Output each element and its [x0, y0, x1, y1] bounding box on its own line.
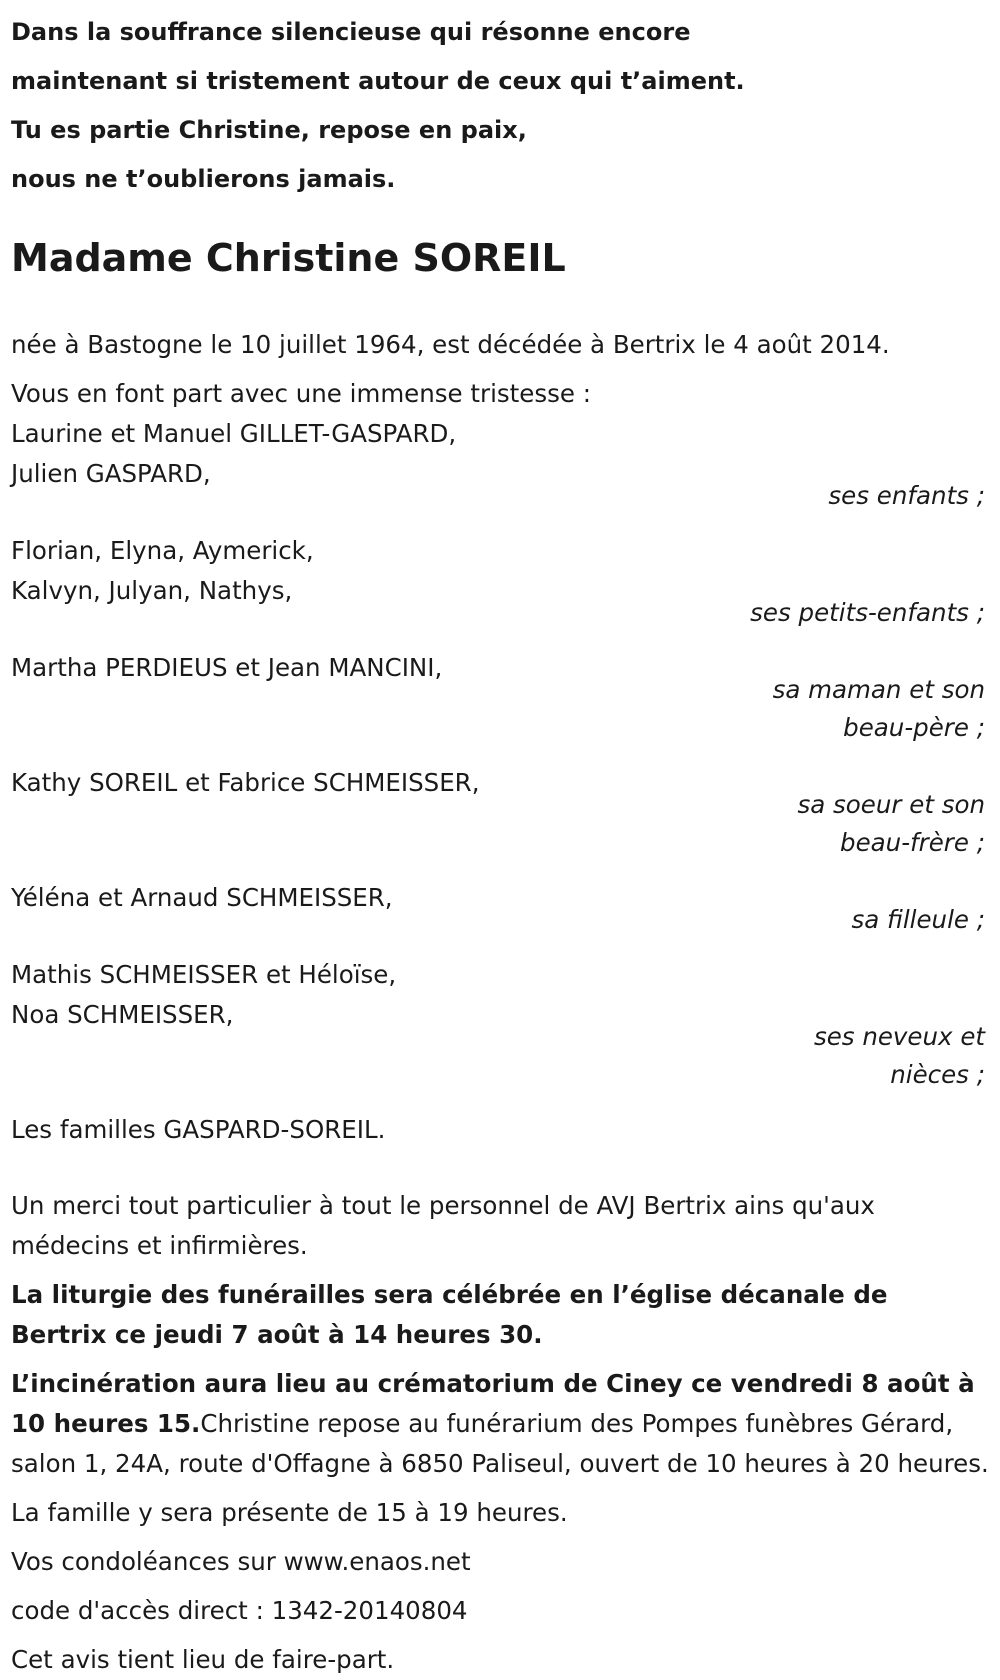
cremation-paragraph: [11, 1364, 989, 1484]
family-names: Laurine et Manuel GILLET-GASPARD,: [11, 419, 457, 448]
family-relation: ses neveux et: [813, 1022, 985, 1051]
announce-intro: Vous en font part avec une immense tristesse :: [11, 379, 591, 408]
obituary-notice: [11, 0, 989, 1680]
family-relation: ses enfants ;: [828, 481, 985, 510]
birth-death-text: née à Bastogne le 10 juillet 1964, est décédée à Bertrix le 4 août 2014.: [11, 330, 890, 359]
condolences-text: Vos condoléances sur www.enaos.net: [11, 1547, 471, 1576]
family-relation: sa soeur et son: [797, 790, 985, 819]
poem-line: Dans la souffrance silencieuse qui résonne encore: [11, 18, 691, 46]
family-relation: nièces ;: [890, 1060, 985, 1089]
family-names: Martha PERDIEUS et Jean MANCINI,: [11, 653, 443, 682]
family-group-nephews: [11, 955, 989, 1095]
family-relation: ses petits-enfants ;: [750, 598, 985, 627]
poem: [11, 8, 989, 204]
family-group-grandchildren: [11, 531, 989, 633]
family-names: Kalvyn, Julyan, Nathys,: [11, 576, 293, 605]
family-names: Yéléna et Arnaud SCHMEISSER,: [11, 883, 393, 912]
family-names: Florian, Elyna, Aymerick,: [11, 536, 314, 565]
family-group-children: [11, 414, 989, 516]
family-relation: sa filleule ;: [851, 905, 985, 934]
family-names: Mathis SCHMEISSER et Héloïse,: [11, 960, 397, 989]
families-line: Les familles GASPARD-SOREIL.: [11, 1115, 386, 1144]
poem-line: nous ne t’oublierons jamais.: [11, 165, 396, 193]
family-names: Julien GASPARD,: [11, 459, 211, 488]
notice-text: Cet avis tient lieu de faire-part.: [11, 1645, 395, 1674]
family-group-mother: [11, 648, 989, 748]
access-code-text: code d'accès direct : 1342-20140804: [11, 1596, 468, 1625]
family-relation: beau-frère ;: [840, 828, 985, 857]
page-title: Madame Christine SOREIL: [11, 236, 566, 280]
family-relation: sa maman et son: [772, 675, 985, 704]
family-names: Kathy SOREIL et Fabrice SCHMEISSER,: [11, 768, 480, 797]
family-names: Noa SCHMEISSER,: [11, 1000, 234, 1029]
poem-line: maintenant si tristement autour de ceux qui t’aiment.: [11, 67, 745, 95]
poem-line: Tu es partie Christine, repose en paix,: [11, 116, 527, 144]
cremation-text: L’incinération aura lieu au crématorium de Ciney ce vendredi 8 août à 10 heures 15.: [11, 1369, 975, 1438]
family-relation: beau-père ;: [843, 713, 985, 742]
thanks-text: Un merci tout particulier à tout le personnel de AVJ Bertrix ains qu'aux médecins et infirmières.: [11, 1191, 875, 1260]
liturgy-text: La liturgie des funérailles sera célébrée en l’église décanale de Bertrix ce jeudi 7 août à 14 heures 30.: [11, 1280, 888, 1349]
family-group-goddaughter: [11, 878, 989, 940]
family-group-sister: [11, 763, 989, 863]
family-presence-text: La famille y sera présente de 15 à 19 heures.: [11, 1498, 568, 1527]
repose-text: Christine repose au funérarium des Pompes funèbres Gérard, salon 1, 24A, route d'Offagne à 6850 Paliseul, ouvert de 10 heures à 20 heures.: [11, 1409, 989, 1478]
